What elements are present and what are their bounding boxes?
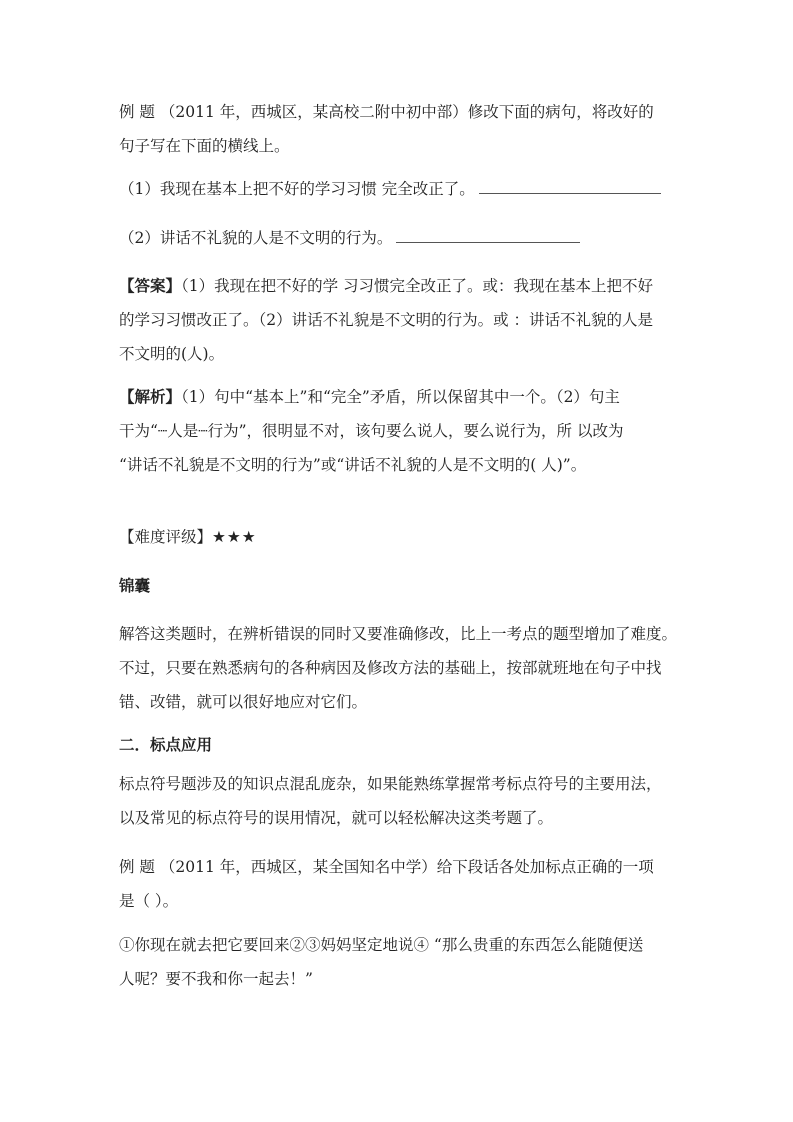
text-line: 错、改错，就可以很好地应对它们。 [119, 693, 368, 711]
section2-heading [119, 728, 679, 762]
section2-title: 二．标点应用 [119, 735, 213, 754]
tips-paragraph [119, 617, 679, 719]
text-line: ①你现在就去把它要回来②③妈妈坚定地说④ “那么贵重的东西怎么能随便送 [119, 936, 644, 954]
analysis-paragraph [119, 380, 679, 482]
answer-label: 【答案】 [119, 276, 182, 295]
text-line: 的学习习惯改正了。（2）讲话不礼貌是不文明的行为。或 ：讲话不礼貌的人是 [119, 311, 654, 329]
text-line: 解答这类题时，在辨析错误的同时又要准确修改，比上一考点的题型增加了难度。 [119, 625, 678, 643]
text-line: 以及常见的标点符号的误用情况，就可以轻松解决这类考题了。 [119, 809, 554, 827]
text-line: 是（ ）。 [119, 892, 179, 910]
example2-paragraph [119, 850, 679, 918]
text-line: 例 题 （2011 年，西城区，某全国知名中学）给下段话各处加标点正确的一项 [119, 858, 654, 876]
difficulty-label: 【难度评级】 [119, 528, 213, 546]
text-line: （1）我现在把不好的学 习习惯完全改正了。或：我现在基本上把不好 [181, 277, 654, 295]
star-rating-icon: ★★★ [212, 528, 257, 546]
question-1-text: （1）我现在基本上把不好的学习习惯 完全改正了。 [119, 180, 475, 198]
tips-heading [119, 569, 679, 603]
text-line: 不文明的(人)。 [119, 345, 225, 363]
text-line: “讲话不礼貌是不文明的行为”或“讲话不礼貌的人是不文明的( 人)”。 [119, 456, 587, 474]
example1-paragraph [119, 95, 679, 163]
text-line: 干为“┈人是┈行为”，很明显不对，该句要么说人，要么说行为，所 以改为 [119, 422, 624, 440]
difficulty-rating [119, 520, 679, 554]
question-1 [119, 172, 679, 206]
text-line: 不过，只要在熟悉病句的各种病因及修改方法的基础上，按部就班地在句子中找 [119, 659, 662, 677]
text-line: 标点符号题涉及的知识点混乱庞杂，如果能熟练掌握常考标点符号的主要用法， [119, 775, 662, 793]
answer-paragraph [119, 269, 679, 371]
text-line: （1）句中“基本上”和“完全”矛盾，所以保留其中一个。（2）句主 [181, 388, 620, 406]
answer-blank-1 [479, 192, 661, 194]
text-line: 人呢？要不我和你一起去！” [119, 970, 313, 988]
answer-blank-2 [396, 241, 580, 243]
section2-paragraph [119, 767, 679, 835]
text-line: 例 题 （2011 年，西城区，某高校二附中初中部）修改下面的病句，将改好的 [119, 103, 654, 121]
question-2 [119, 221, 679, 255]
text-line: 句子写在下面的横线上。 [119, 137, 290, 155]
passage-paragraph [119, 928, 679, 996]
analysis-label: 【解析】 [119, 387, 182, 406]
tips-title: 锦囊 [119, 576, 151, 595]
question-2-text: （2）讲话不礼貌的人是不文明的行为。 [119, 229, 393, 247]
